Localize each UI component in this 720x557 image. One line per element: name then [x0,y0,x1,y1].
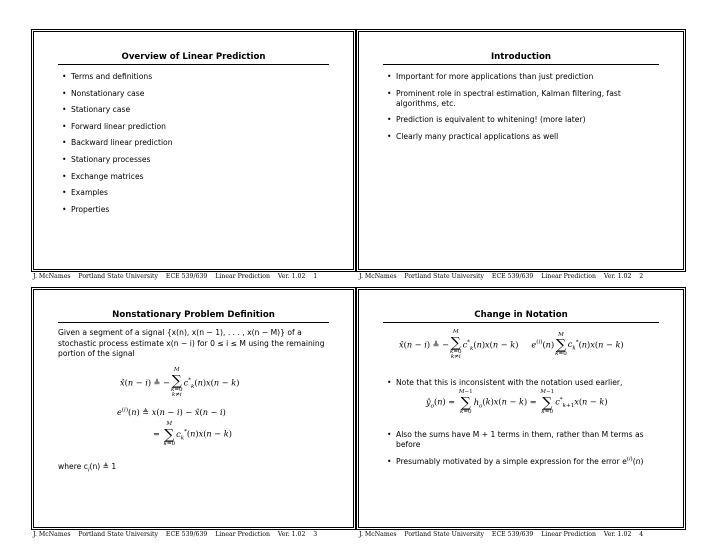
list-item: • Properties [62,205,333,215]
slide-footer: J. McNames Portland State University ECE 539/639 Linear Prediction Ver. 1.02 2 [359,273,644,280]
page-number: 3 [313,531,318,538]
intro-paragraph: Given a segment of a signal {x(n), x(n − 1), . . . , x(n − M)} of a stochastic process estimate x(n − i) for 0 ≤ i ≤ M using the remaining portion of the signal [58,328,325,358]
list-item: • Stationary processes [62,155,333,165]
slide-2 [356,29,686,272]
slide-title: Introduction [383,52,659,65]
bullet-list [62,72,333,221]
list-item: • Examples [62,188,333,198]
slide-footer: J. McNames Portland State University ECE 539/639 Linear Prediction Ver. 1.02 4 [359,531,644,538]
list-item: • Backward linear prediction [62,138,333,148]
list-item: • Note that this is inconsistent with the notation used earlier, [387,378,663,388]
list-item: • Important for more applications than just prediction [387,72,663,82]
list-item: • Presumably motivated by a simple expression for the error $e^{(i)}(n)$ [387,457,663,467]
page-number: 4 [639,531,644,538]
list-item: • Terms and definitions [62,72,333,82]
slide-3 [31,287,356,530]
equation-old-notation: $ŷ_o(n)$ = M−1 ∑ k=0 $h_o(k)x(n - k)$ = M−1 ∑ k=0 $c^*_{k+1}x(n - k)$ [426,389,608,415]
equation-error: $e^{(i)}(n)$ ≜ x(n − i) − x̂(n − i) [117,407,226,417]
slide-title: Overview of Linear Prediction [58,52,329,65]
slide-title: Change in Notation [383,310,659,323]
list-item: • Exchange matrices [62,172,333,182]
slide-footer: J. McNames Portland State University ECE 539/639 Linear Prediction Ver. 1.02 3 [33,531,318,538]
list-item: • Nonstationary case [62,89,333,99]
equation-error-sum: = M ∑ k=0 $c_k^*(n)x(n - k)$ [153,421,232,447]
bullet-list [387,430,663,473]
slide-footer: J. McNames Portland State University ECE 539/639 Linear Prediction Ver. 1.02 1 [33,273,318,280]
page-number: 2 [639,273,644,280]
list-item: • Forward linear prediction [62,122,333,132]
equation-xhat: x̂(n − i) ≜ − M ∑ k=0 k≠i $c^*_k(n)x(n - k)$ [120,367,240,399]
page-number: 1 [313,273,318,280]
list-item: • Stationary case [62,105,333,115]
slide-4 [356,287,686,530]
list-item: • Prediction is equivalent to whitening! (more later) [387,115,663,125]
slide-1 [31,29,356,272]
list-item: • Clearly many practical applications as well [387,132,663,142]
list-item: • Also the sums have M + 1 terms in them, rather than M terms as before [387,430,663,450]
list-item: • Prominent role in spectral estimation, Kalman filtering, fast algorithms, etc. [387,89,663,109]
bullet-list [387,72,663,148]
where-text: where $c_i(n)$ ≜ 1 [58,462,117,474]
slide-title: Nonstationary Problem Definition [58,310,329,323]
equation-new-notation: x̂(n − i) ≜ − M ∑ k=0 k≠i $c^*_k(n)x(n - k)$ $e^{(i)}(n)$ M ∑ k=0 $c_k^*(n)x(n - k)$ [399,329,624,361]
